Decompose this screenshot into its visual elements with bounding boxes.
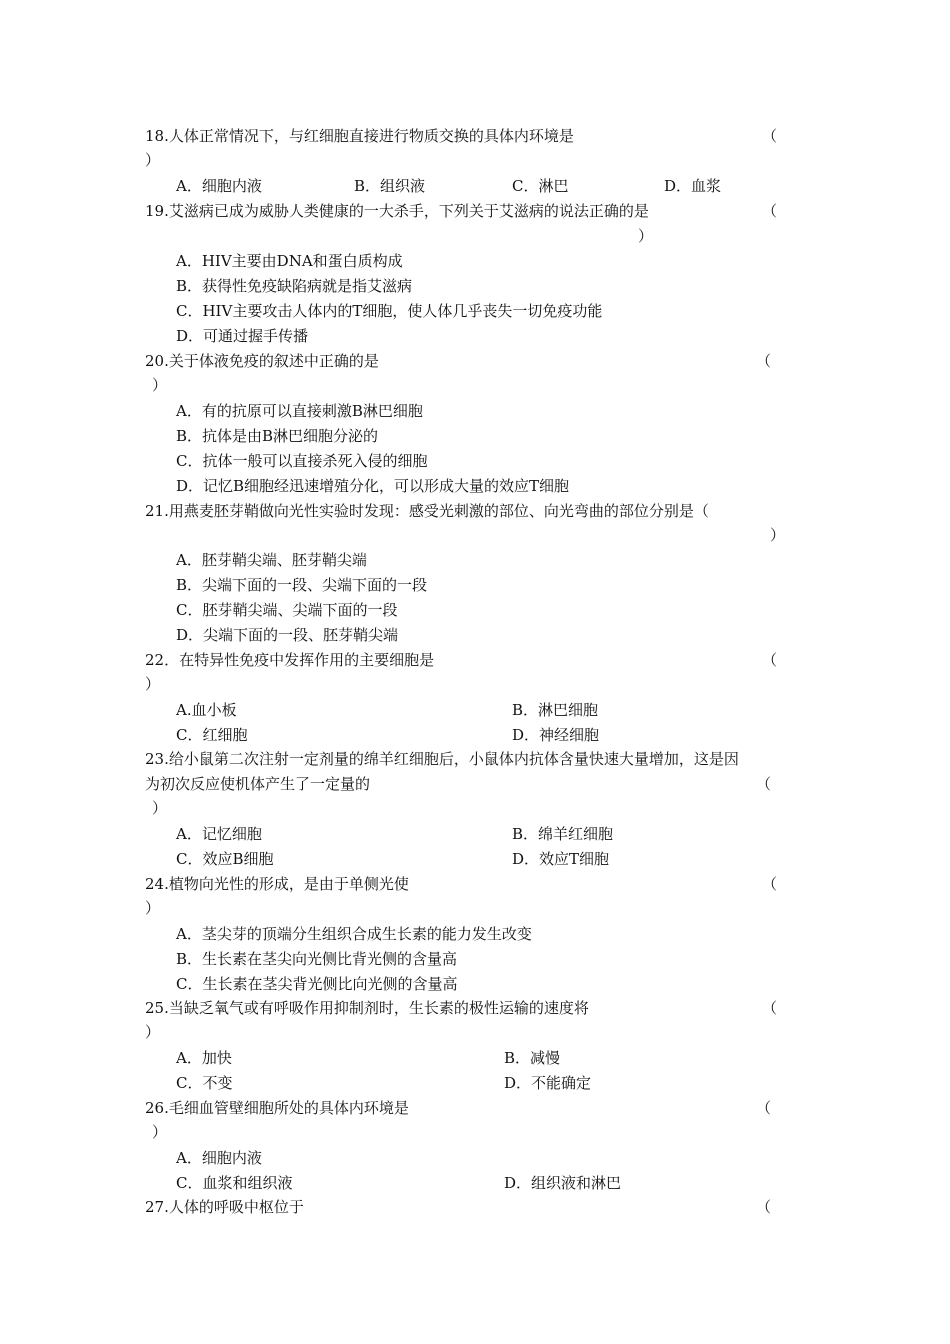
option-d: D．记忆B细胞经迅速增殖分化，可以形成大量的效应T细胞 [176, 477, 570, 495]
option-d: D．不能确定 [504, 1074, 592, 1092]
answer-paren-open: （ [762, 651, 778, 669]
option-a: A．细胞内液 [176, 177, 262, 195]
question-stem-line-1: 23.给小鼠第二次注射一定剂量的绵羊红细胞后，小鼠体内抗体含量快速大量增加，这是因 [145, 750, 739, 768]
option-b: B．获得性免疫缺陷病就是指艾滋病 [176, 277, 413, 295]
option-c: C．抗体一般可以直接杀死入侵的细胞 [176, 452, 428, 470]
option-a: A．有的抗原可以直接刺激B淋巴细胞 [176, 402, 423, 420]
question-stem-line-2: 为初次反应使机体产生了一定量的 [145, 775, 371, 793]
question-stem: 22．在特异性免疫中发挥作用的主要细胞是 [145, 651, 435, 669]
option-c: C．生长素在茎尖背光侧比向光侧的含量高 [176, 975, 458, 993]
option-a: A.血小板 [176, 701, 237, 719]
option-a: A．细胞内液 [176, 1149, 262, 1167]
question-stem: 25.当缺乏氧气或有呼吸作用抑制剂时，生长素的极性运输的速度将 [145, 999, 589, 1017]
answer-paren-open: （ [762, 999, 778, 1017]
answer-paren-open: （ [756, 1198, 772, 1216]
question-stem: 26.毛细血管壁细胞所处的具体内环境是 [145, 1099, 409, 1117]
answer-paren-close: ） [638, 227, 654, 245]
question-stem: 18.人体正常情况下，与红细胞直接进行物质交换的具体内环境是 [145, 127, 574, 145]
option-d: D．血浆 [664, 177, 722, 195]
option-a: A．HIV主要由DNA和蛋白质构成 [176, 252, 403, 270]
option-a: A．茎尖芽的顶端分生组织合成生长素的能力发生改变 [176, 925, 532, 943]
answer-paren-open: （ [762, 202, 778, 220]
option-b: B．淋巴细胞 [512, 701, 599, 719]
option-d: D．可通过握手传播 [176, 327, 309, 345]
option-c: C．淋巴 [512, 177, 569, 195]
option-c: C．HIV主要攻击人体内的T细胞，使人体几乎丧失一切免疫功能 [176, 302, 603, 320]
answer-paren-open: （ [762, 127, 778, 145]
option-c: C．血浆和组织液 [176, 1174, 293, 1192]
answer-paren-close: ） [145, 675, 161, 693]
answer-paren-close: ） [152, 376, 168, 394]
answer-paren-close: ） [152, 1123, 168, 1141]
question-stem: 21.用燕麦胚芽鞘做向光性实验时发现：感受光刺激的部位、向光弯曲的部位分别是（ [145, 502, 709, 520]
option-c: C．胚芽鞘尖端、尖端下面的一段 [176, 601, 398, 619]
option-b: B．绵羊红细胞 [512, 825, 614, 843]
answer-paren-close: ） [145, 1023, 161, 1041]
option-d: D．效应T细胞 [512, 850, 610, 868]
answer-paren-open: （ [762, 875, 778, 893]
option-b: B．组织液 [354, 177, 426, 195]
option-d: D．神经细胞 [512, 726, 600, 744]
option-a: A．胚芽鞘尖端、胚芽鞘尖端 [176, 551, 367, 569]
option-b: B．抗体是由B淋巴细胞分泌的 [176, 427, 379, 445]
option-d: D．组织液和淋巴 [504, 1174, 622, 1192]
option-c: C．红细胞 [176, 726, 248, 744]
question-stem: 27.人体的呼吸中枢位于 [145, 1198, 304, 1216]
option-a: A．记忆细胞 [176, 825, 262, 843]
option-d: D．尖端下面的一段、胚芽鞘尖端 [176, 626, 399, 644]
option-b: B．减慢 [504, 1049, 561, 1067]
question-stem: 19.艾滋病已成为威胁人类健康的一大杀手，下列关于艾滋病的说法正确的是 [145, 202, 649, 220]
answer-paren-close: ） [145, 151, 161, 169]
answer-paren-close: ） [152, 799, 168, 817]
option-a: A．加快 [176, 1049, 232, 1067]
answer-paren-open: （ [756, 352, 772, 370]
answer-paren-close: ） [145, 899, 161, 917]
option-c: C．不变 [176, 1074, 233, 1092]
option-c: C．效应B细胞 [176, 850, 274, 868]
question-stem: 20.关于体液免疫的叙述中正确的是 [145, 352, 379, 370]
option-b: B．生长素在茎尖向光侧比背光侧的含量高 [176, 950, 458, 968]
option-b: B．尖端下面的一段、尖端下面的一段 [176, 576, 428, 594]
answer-paren-open: （ [756, 775, 772, 793]
answer-paren-open: （ [756, 1099, 772, 1117]
answer-paren-close: ） [770, 526, 786, 544]
question-stem: 24.植物向光性的形成，是由于单侧光使 [145, 875, 409, 893]
